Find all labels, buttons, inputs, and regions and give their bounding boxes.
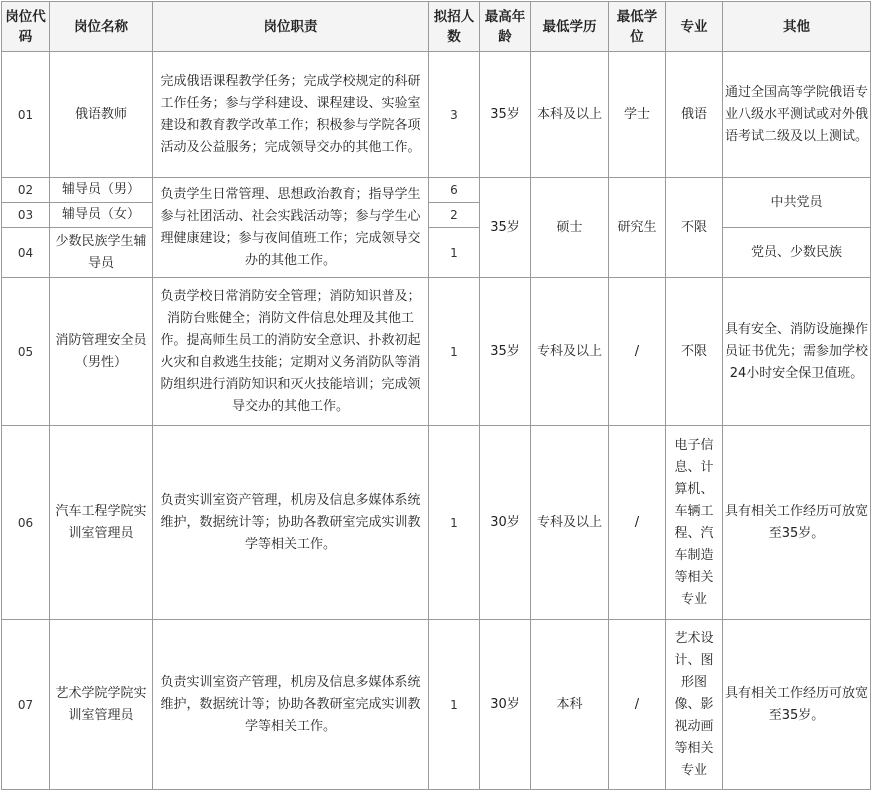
cell-code: 06 (2, 426, 50, 620)
cell-code: 03 (2, 203, 50, 228)
header-edu: 最低学历 (531, 2, 609, 52)
cell-age: 30岁 (480, 620, 531, 790)
cell-age: 35岁 (480, 278, 531, 426)
cell-count: 1 (429, 620, 480, 790)
cell-major: 俄语 (666, 52, 723, 178)
cell-name: 辅导员（女） (50, 203, 153, 228)
cell-count: 3 (429, 52, 480, 178)
cell-major: 不限 (666, 278, 723, 426)
cell-name: 辅导员（男） (50, 178, 153, 203)
cell-major: 电子信息、计算机、车辆工程、汽车制造等相关专业 (666, 426, 723, 620)
cell-name: 汽车工程学院实训室管理员 (50, 426, 153, 620)
cell-name: 俄语教师 (50, 52, 153, 178)
job-table (1, 1, 871, 790)
cell-count: 2 (429, 203, 480, 228)
header-count: 拟招人数 (429, 2, 480, 52)
cell-major: 艺术设计、图形图像、影视动画等相关专业 (666, 620, 723, 790)
cell-duty: 负责学校日常消防安全管理；消防知识普及；消防台账健全；消防文件信息处理及其他工作。提高师生员工的消防安全意识、扑救初起火灾和自救逃生技能；定期对义务消防队等消防组织进行消防知识和灭火技能培训；完成领导交办的其他工作。 (153, 278, 429, 426)
cell-age: 30岁 (480, 426, 531, 620)
cell-major: 不限 (666, 178, 723, 278)
table-row (2, 228, 871, 278)
cell-count: 6 (429, 178, 480, 203)
cell-degree: 研究生 (609, 178, 666, 278)
table-row (2, 620, 871, 790)
cell-count: 1 (429, 426, 480, 620)
cell-code: 02 (2, 178, 50, 203)
cell-other: 党员、少数民族 (723, 228, 871, 278)
cell-duty: 负责实训室资产管理，机房及信息多媒体系统维护，数据统计等；协助各教研室完成实训教学等相关工作。 (153, 426, 429, 620)
cell-degree: / (609, 620, 666, 790)
cell-edu: 专科及以上 (531, 426, 609, 620)
table-row (2, 52, 871, 178)
cell-other: 具有相关工作经历可放宽至35岁。 (723, 620, 871, 790)
cell-age: 35岁 (480, 178, 531, 278)
table-row (2, 426, 871, 620)
cell-degree: 学士 (609, 52, 666, 178)
table-row (2, 278, 871, 426)
cell-code: 05 (2, 278, 50, 426)
cell-other: 具有安全、消防设施操作员证书优先；需参加学校24小时安全保卫值班。 (723, 278, 871, 426)
cell-duty: 完成俄语课程教学任务；完成学校规定的科研工作任务；参与学科建设、课程建设、实验室建设和教育教学改革工作；积极参与学院各项活动及公益服务；完成领导交办的其他工作。 (153, 52, 429, 178)
header-other: 其他 (723, 2, 871, 52)
cell-code: 04 (2, 228, 50, 278)
header-duty: 岗位职责 (153, 2, 429, 52)
cell-count: 1 (429, 278, 480, 426)
cell-code: 07 (2, 620, 50, 790)
cell-count: 1 (429, 228, 480, 278)
cell-duty: 负责学生日常管理、思想政治教育；指导学生参与社团活动、社会实践活动等；参与学生心理健康建设；参与夜间值班工作；完成领导交办的其他工作。 (153, 178, 429, 278)
cell-duty: 负责实训室资产管理，机房及信息多媒体系统维护，数据统计等；协助各教研室完成实训教学等相关工作。 (153, 620, 429, 790)
header-row (2, 2, 871, 52)
cell-other: 具有相关工作经历可放宽至35岁。 (723, 426, 871, 620)
cell-edu: 本科及以上 (531, 52, 609, 178)
table-row (2, 178, 871, 203)
cell-name: 艺术学院学院实训室管理员 (50, 620, 153, 790)
cell-age: 35岁 (480, 52, 531, 178)
cell-other: 通过全国高等学院俄语专业八级水平测试或对外俄语考试二级及以上测试。 (723, 52, 871, 178)
header-code: 岗位代码 (2, 2, 50, 52)
cell-degree: / (609, 426, 666, 620)
cell-degree: / (609, 278, 666, 426)
cell-name: 消防管理安全员（男性） (50, 278, 153, 426)
cell-other: 中共党员 (723, 178, 871, 228)
cell-code: 01 (2, 52, 50, 178)
cell-edu: 本科 (531, 620, 609, 790)
header-name: 岗位名称 (50, 2, 153, 52)
cell-edu: 硕士 (531, 178, 609, 278)
cell-edu: 专科及以上 (531, 278, 609, 426)
header-degree: 最低学位 (609, 2, 666, 52)
header-major: 专业 (666, 2, 723, 52)
cell-name: 少数民族学生辅导员 (50, 228, 153, 278)
header-age: 最高年龄 (480, 2, 531, 52)
